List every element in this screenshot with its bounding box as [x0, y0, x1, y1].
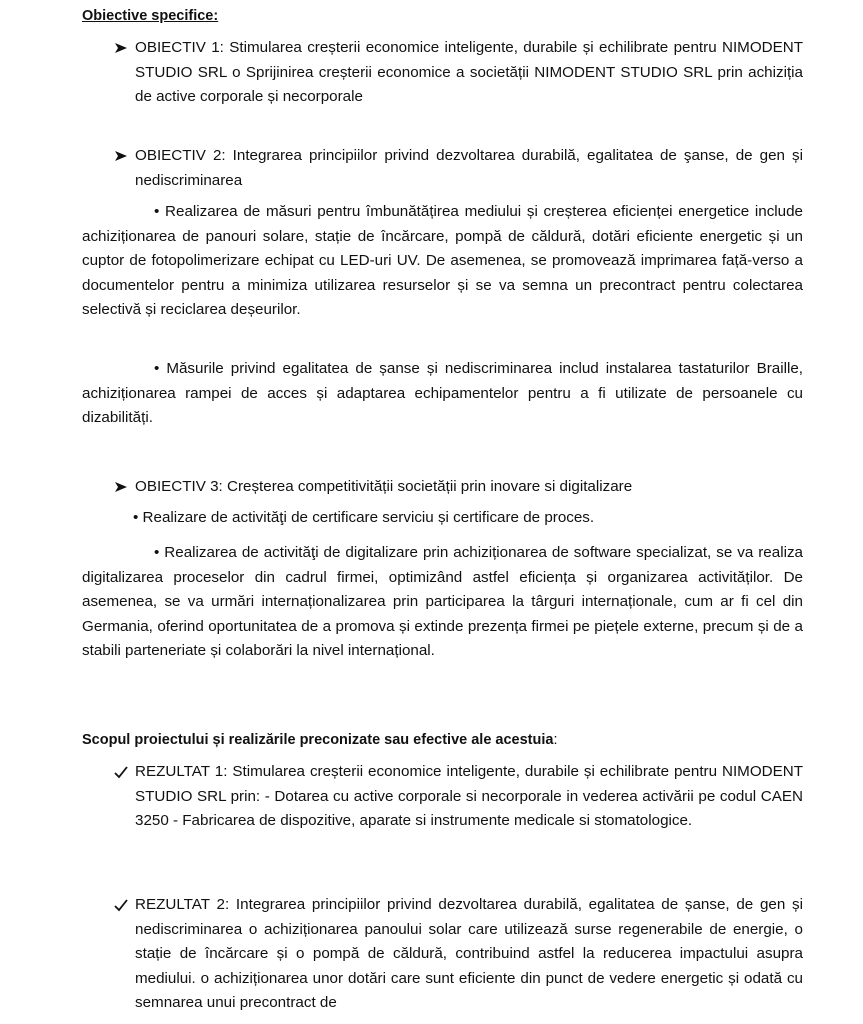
checkmark-bullet-icon — [110, 893, 132, 912]
result-text: REZULTAT 2: Integrarea principiilor privind dezvoltarea durabilă, egalitatea de șanse, de gen și nediscriminarea o achiziționarea panoului solar care utilizează surse regenerabile de energie, o stație de încărcare și o pompă de căldură, contribuind astfel la reducerea impactului asupra mediului. o achiziționarea unor dotări care sunt eficiente din punct de vedere energetic și odată cu semnarea unui precontract de — [135, 896, 803, 1011]
objective-text: OBIECTIV 1: Stimularea creșterii economice inteligente, durabile și echilibrate pentru NIMODENT STUDIO SRL o Sprijinirea creșterii economice a societății NIMODENT STUDIO SRL prin achiziția de active corporale și necorporale — [135, 39, 803, 105]
result-item-2 — [110, 893, 803, 1016]
objective-3-sub-item-certification: • Realizare de activităţi de certificare serviciu și certificare de proces. — [133, 509, 595, 526]
checkmark-bullet-icon — [110, 760, 132, 779]
objective-2-paragraph-environment: • Realizarea de măsuri pentru îmbunătățirea mediului și creșterea eficienței energetice include achiziționarea de panouri solare, stație de încărcare, pompă de căldură, dotări eficiente energetic și un cuptor de fotopolimerizare echipat cu LED-uri UV. De asemenea, se promovează imprimarea față-verso a documentelor pentru a minimiza utilizarea resurselor și se va semna un precontract pentru colectarea selectivă și reciclarea deșeurilor. — [82, 203, 803, 318]
results-heading-colon: : — [553, 732, 558, 748]
results-heading-text: Scopul proiectului și realizările preconizate sau efective ale acestuia — [82, 732, 554, 748]
results-heading — [82, 728, 557, 753]
objective-text: OBIECTIV 3: Creșterea competitivității societății prin inovare si digitalizare — [135, 478, 633, 495]
objective-3-paragraph-digitalization: • Realizarea de activităţi de digitalizare prin achiziționarea de software specializat, se va realiza digitalizarea proceselor din cadrul firmei, optimizând astfel eficiența și organizarea activităților. De asemenea, se va urmări internaționalizarea prin participarea la târguri internaționale, cum ar fi cel din Germania, oferind oportunitatea de a promova și extinde prezența firmei pe piețele externe, precum și de a stabili parteneriate și colaborări la nivel internațional. — [82, 544, 803, 659]
result-item-1 — [110, 760, 803, 834]
arrow-bullet-icon — [110, 144, 132, 162]
arrow-bullet-icon — [110, 475, 132, 493]
objective-item-3 — [110, 475, 803, 500]
result-text: REZULTAT 1: Stimularea creșterii economice inteligente, durabile și echilibrate pentru NIMODENT STUDIO SRL prin: - Dotarea cu active corporale si necorporale in vederea activării pe codul CAEN 3250 - Fabricarea de dispozitive, aparate si instrumente medicale si stomatologice. — [135, 763, 803, 829]
objective-2-paragraph-equality: • Măsurile privind egalitatea de șanse și nediscriminarea includ instalarea tastaturilor Braille, achiziționarea rampei de acces și adaptarea echipamentelor pentru a fi utilizate de persoanele cu dizabilități. — [82, 360, 803, 426]
objective-item-1 — [110, 36, 803, 110]
objectives-heading: Obiective specifice: — [82, 8, 219, 24]
arrow-bullet-icon — [110, 36, 132, 54]
objective-text: OBIECTIV 2: Integrarea principiilor privind dezvoltarea durabilă, egalitatea de şanse, de gen și nediscriminarea — [135, 147, 803, 189]
objective-item-2 — [110, 144, 803, 193]
